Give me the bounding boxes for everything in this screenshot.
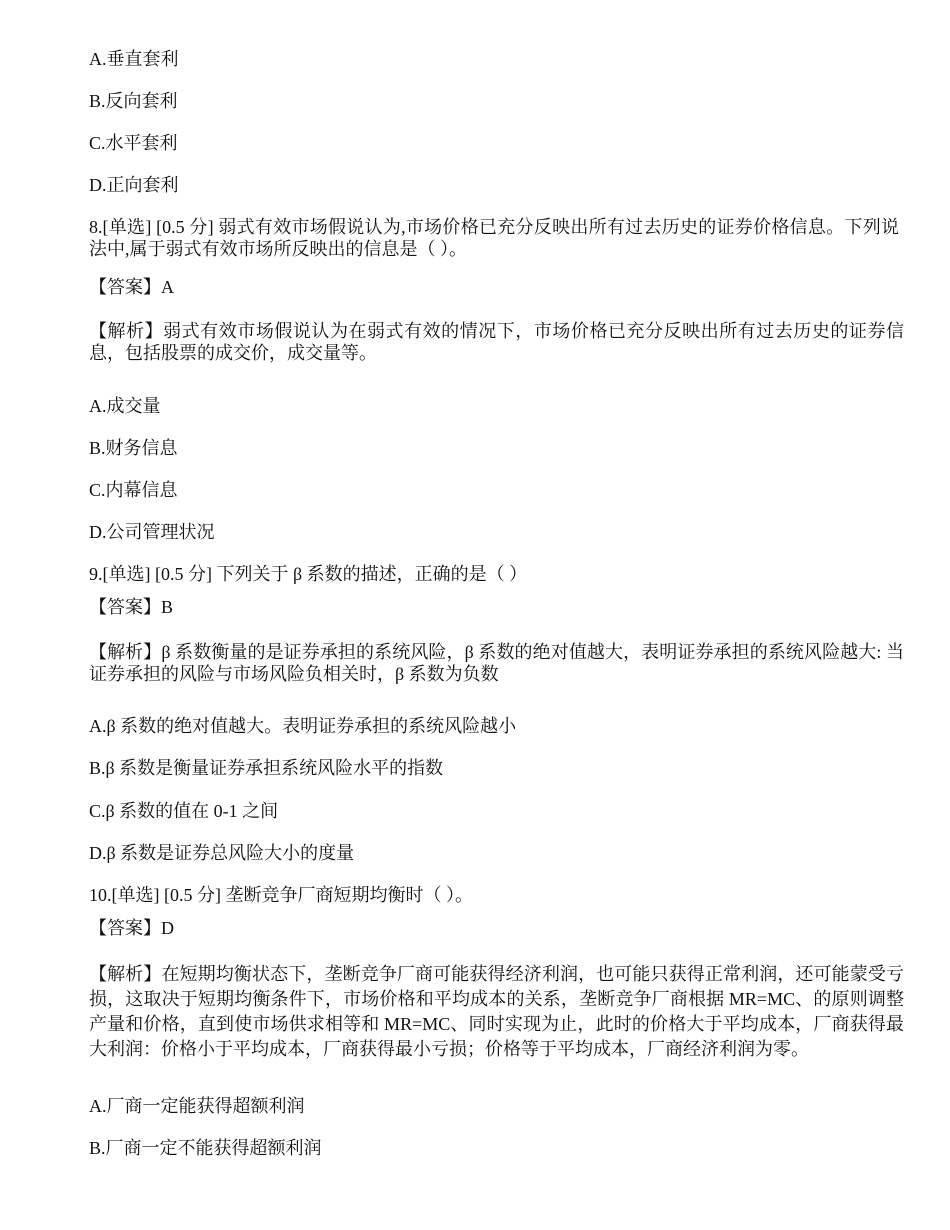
q8-analysis: 【解析】弱式有效市场假说认为在弱式有效的情况下，市场价格已充分反映出所有过去历史的证券信息，包括股票的成交价，成交量等。: [89, 321, 904, 363]
q7-option-b: B.反向套利: [89, 91, 178, 111]
q9-option-a: A.β 系数的绝对值越大。表明证券承担的系统风险越小: [89, 716, 517, 736]
q9-option-b: B.β 系数是衡量证券承担系统风险水平的指数: [89, 758, 444, 778]
q9-option-d: D.β 系数是证券总风险大小的度量: [89, 843, 355, 863]
q9-analysis: 【解析】β 系数衡量的是证券承担的系统风险，β 系数的绝对值越大，表明证券承担的系统风险越大: 当证券承担的风险与市场风险负相关时，β 系数为负数: [89, 642, 904, 684]
q7-option-c: C.水平套利: [89, 133, 178, 153]
q8-option-d: D.公司管理状况: [89, 522, 215, 542]
q9-option-c: C.β 系数的值在 0-1 之间: [89, 801, 279, 821]
q10-option-b: B.厂商一定不能获得超额利润: [89, 1138, 322, 1158]
q7-option-a: A.垂直套利: [89, 49, 179, 69]
q10-stem: 10.[单选] [0.5 分] 垄断竞争厂商短期均衡时（ ）。: [89, 885, 473, 905]
q10-analysis: 【解析】在短期均衡状态下，垄断竞争厂商可能获得经济利润，也可能只获得正常利润，还可能蒙受亏损，这取决于短期均衡条件下，市场价格和平均成本的关系，垄断竞争厂商根据 MR=MC、的原则调整产量和价格，直到使市场供求相等和 MR=MC、同时实现为止，此时的价格大于平均成本，厂商获得最大利润：价格小于平均成本，厂商获得最小亏损；价格等于平均成本，厂商经济利润为零。: [89, 964, 904, 1059]
q8-option-c: C.内幕信息: [89, 480, 178, 500]
q9-stem: 9.[单选] [0.5 分] 下列关于 β 系数的描述，正确的是（ ）: [89, 564, 528, 584]
q10-answer: 【答案】D: [89, 918, 174, 938]
q7-option-d: D.正向套利: [89, 175, 179, 195]
q10-option-a: A.厂商一定能获得超额利润: [89, 1096, 305, 1116]
q8-option-b: B.财务信息: [89, 438, 178, 458]
q8-option-a: A.成交量: [89, 396, 161, 416]
q9-answer: 【答案】B: [89, 597, 174, 617]
q8-stem: 8.[单选] [0.5 分] 弱式有效市场假说认为,市场价格已充分反映出所有过去历史的证券价格信息。下列说法中,属于弱式有效市场所反映出的信息是（ ）。: [89, 217, 899, 259]
q8-answer: 【答案】A: [89, 277, 174, 297]
